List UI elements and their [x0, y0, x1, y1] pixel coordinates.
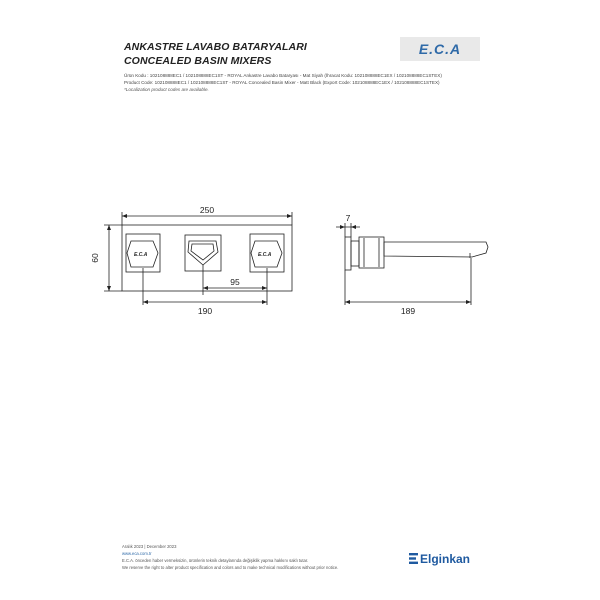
right-handle-logo: E.C.A — [258, 252, 272, 258]
footer-disclaimer-en: We reserve the right to alter product specification and colors and to make technical modifications without prior notice. — [122, 565, 339, 570]
dim-total-width: 250 — [199, 205, 215, 215]
dim-plate-depth: 7 — [345, 213, 351, 223]
page-title-en: CONCEALED BASIN MIXERS — [124, 55, 272, 67]
side-handle — [359, 237, 384, 268]
dim-handle-to-spout: 95 — [230, 277, 240, 287]
side-spout — [384, 242, 488, 257]
left-handle-logo: E.C.A — [134, 252, 148, 258]
product-code-tr: Ürün Kodu : 102108888EC1 / 102108888EC1ST - ROYAL Ankastre Lavabo Bataryası - Mat Siyah (İhracat Kodu: 102108888EC1EX / 102108888EC1STEX) — [124, 73, 442, 78]
logo-text: E.C.A — [418, 41, 462, 57]
side-plate — [345, 237, 351, 270]
dim-spout-length: 189 — [400, 306, 416, 316]
page-title-tr: ANKASTRE LAVABO BATARYALARI — [124, 41, 307, 53]
dim-height: 60 — [90, 253, 100, 263]
side-body — [351, 241, 359, 266]
elginkan-brand — [409, 552, 470, 566]
brand-name: Elginkan — [420, 552, 471, 566]
spout-front — [188, 241, 218, 265]
localization-note: *Localization product codes are available. — [124, 87, 209, 92]
dim-handle-span: 190 — [197, 306, 213, 316]
footer-date: Aralık 2023 | December 2023 — [122, 544, 177, 549]
footer-website[interactable]: www.eca.com.tr — [122, 551, 152, 556]
footer-disclaimer-tr: E.C.A. önceden haber vermeksizin, ürünlerin teknik detaylarında değişiklik yapma hakkını saklı tutar. — [122, 558, 309, 563]
elginkan-mark-icon — [409, 553, 418, 564]
product-code-en: Product Code: 102108888EC1 / 102108888EC1ST - ROYAL Concealed Basin Mixer - Matt Black (Export Code: 102108888EC1EX / 102108888EC1STEX) — [124, 80, 440, 85]
